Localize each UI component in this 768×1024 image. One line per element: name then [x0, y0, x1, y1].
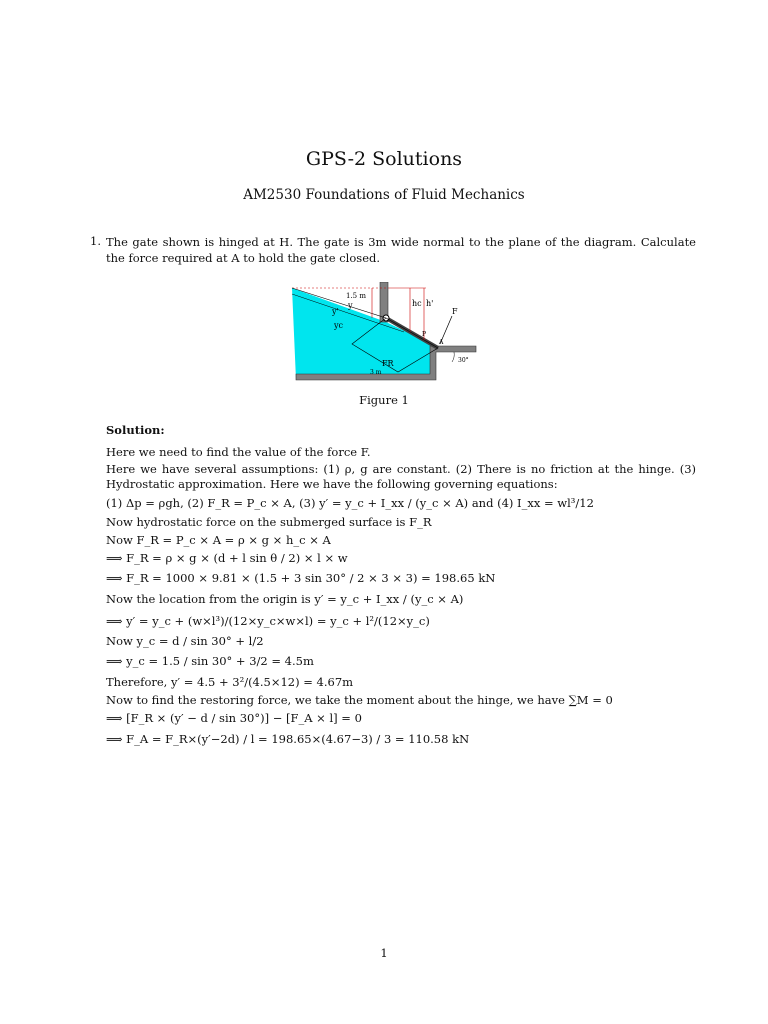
- question-number: 1.: [90, 234, 101, 248]
- solution-line: ⟹ y′ = y_c + (w×l³)/(12×y_c×w×l) = y_c + l²/(12×y_c): [106, 614, 430, 628]
- label-hprime: h': [426, 299, 434, 308]
- label-length: 3 m: [370, 369, 382, 376]
- label-yprime: y': [332, 307, 339, 316]
- solution-line: Here we need to find the value of the force F.: [106, 445, 371, 459]
- label-F: F: [452, 307, 458, 316]
- label-FR: FR: [382, 359, 394, 368]
- solution-line: ⟹ F_R = ρ × g × (d + l sin θ / 2) × l × w: [106, 551, 348, 565]
- figure-gate-diagram: [286, 282, 486, 391]
- question-text: The gate shown is hinged at H. The gate is 3m wide normal to the plane of the diagram. Calculate the force required at A to hold the gate closed.: [106, 235, 696, 265]
- solution-line: ⟹ F_R = 1000 × 9.81 × (1.5 + 3 sin 30° / 2 × 3 × 3) = 198.65 kN: [106, 571, 496, 585]
- solution-line: Now to find the restoring force, we take the moment about the hinge, we have ∑M = 0: [106, 693, 613, 707]
- solution-line: Now the location from the origin is y′ = y_c + I_xx / (y_c × A): [106, 592, 464, 606]
- label-y: y: [348, 301, 353, 310]
- gate-diagram-svg: [286, 282, 486, 387]
- figure-caption: Figure 1: [359, 393, 409, 407]
- angle-arc: [452, 352, 454, 362]
- page-number: 1: [380, 946, 388, 960]
- solution-line: Now F_R = P_c × A = ρ × g × h_c × A: [106, 533, 331, 547]
- label-P: P: [422, 331, 427, 338]
- solution-line: ⟹ [F_R × (y′ − d / sin 30°)] − [F_A × l] = 0: [106, 711, 362, 725]
- solution-line: Now y_c = d / sin 30° + l/2: [106, 634, 264, 648]
- course-subtitle: AM2530 Foundations of Fluid Mechanics: [243, 187, 525, 203]
- label-angle: 30°: [458, 357, 469, 364]
- solution-line: Now hydrostatic force on the submerged surface is F_R: [106, 515, 432, 529]
- page-title: GPS-2 Solutions: [305, 148, 463, 170]
- solution-line: ⟹ F_A = F_R×(y′−2d) / l = 198.65×(4.67−3) / 3 = 110.58 kN: [106, 732, 470, 746]
- label-depth: 1.5 m: [346, 292, 366, 300]
- label-A: A: [439, 339, 444, 346]
- solution-heading: Solution:: [106, 423, 165, 437]
- label-hc: hc: [412, 299, 422, 308]
- solution-line: Therefore, y′ = 4.5 + 3²/(4.5×12) = 4.67m: [106, 675, 354, 689]
- solution-line: Here we have several assumptions: (1) ρ, g are constant. (2) There is no friction at the hinge. (3) Hydrostatic approximation. Here we have the following governing equations:: [106, 462, 696, 491]
- label-yc: yc: [334, 321, 343, 330]
- solution-line: (1) Δp = ρgh, (2) F_R = P_c × A, (3) y′ = y_c + I_xx / (y_c × A) and (4) I_xx = wl³/12: [106, 496, 594, 510]
- solution-line: ⟹ y_c = 1.5 / sin 30° + 3/2 = 4.5m: [106, 654, 314, 668]
